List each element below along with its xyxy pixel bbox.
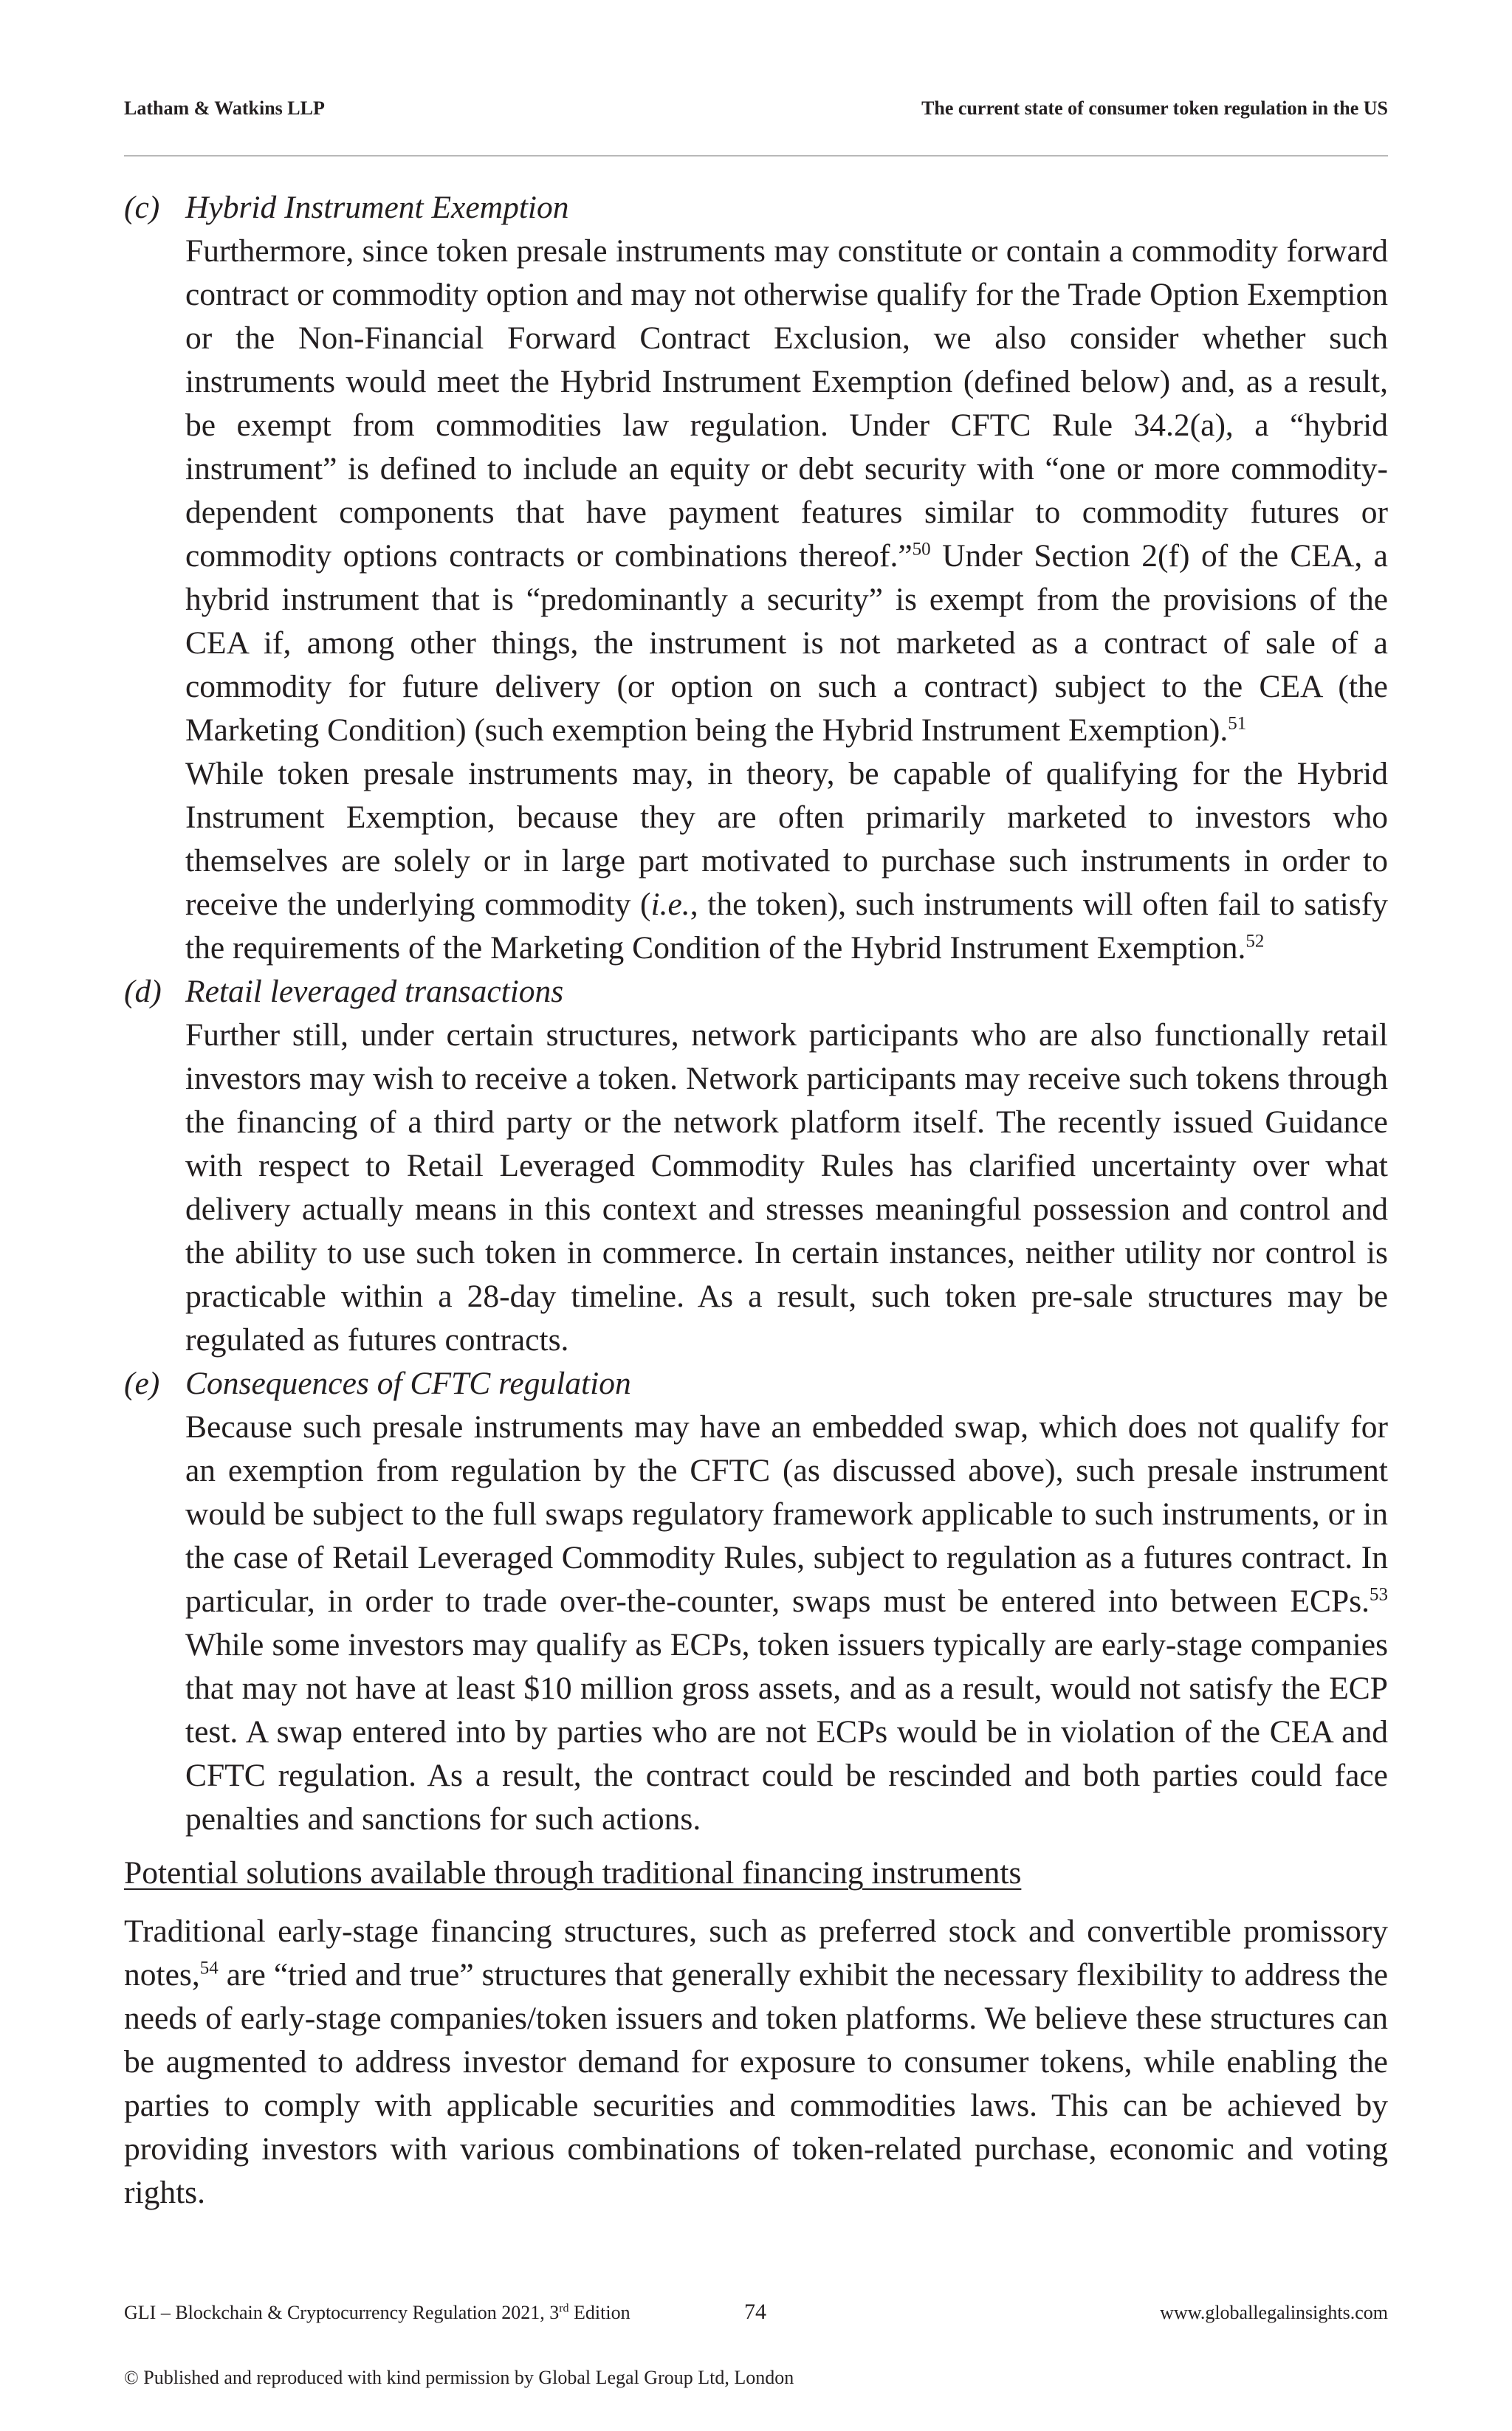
paragraph-text: Under Section 2(f) of the CEA, a hybrid instrument that is “predominantly a security” is exempt from the provisions of the CEA if, among other things, the instrument is not marketed as a contract of sale of a commodity for future delivery (or option on such a contract) subject to the CEA (the Marketing Condition) (such exemption being the Hybrid Instrument Exemption). <box>185 538 1388 748</box>
section-d <box>124 970 1388 1362</box>
footnote-ref-53[interactable]: 53 <box>1370 1584 1388 1605</box>
footer-edition-text: Edition <box>568 2302 630 2323</box>
copyright-notice: © Published and reproduced with kind permission by Global Legal Group Ltd, London <box>124 2367 794 2388</box>
section-c-paragraph-1 <box>185 230 1388 752</box>
body-text <box>124 186 1388 2215</box>
section-d-title: Retail leveraged transactions <box>185 974 564 1009</box>
paragraph-text: Furthermore, since token presale instruments may constitute or contain a commodity forward contract or commodity option and may not otherwise qualify for the Trade Option Exemption or the Non-Financial Forward Contract Exclusion, we also consider whether such instruments would meet the Hybrid Instrument Exemption (defined below) and, as a result, be exempt from commodities law regulation. Under CFTC Rule 34.2(a), a “hybrid instrument” is defined to include an equity or debt security with “one or more commodity-dependent components that have payment features similar to commodity futures or commodity options contracts or combinations thereof.” <box>185 233 1388 574</box>
page-header <box>124 97 1388 127</box>
footer-publication <box>124 2302 630 2324</box>
header-divider <box>124 155 1388 157</box>
footnote-ref-50[interactable]: 50 <box>912 539 931 560</box>
paragraph-text: While token presale instruments may, in theory, be capable of qualifying for the Hybrid Instrument Exemption, because they are often primarily marketed to investors who themselves are solely or in large part motivated to purchase such instruments in order to receive the underlying commodity ( <box>185 756 1388 922</box>
page-footer <box>124 2302 1388 2331</box>
section-c-label: (c) <box>124 190 160 225</box>
footer-website-link[interactable]: www.globallegalinsights.com <box>1160 2302 1388 2323</box>
footnote-ref-51[interactable]: 51 <box>1228 713 1247 734</box>
paragraph-text: Because such presale instruments may have an embedded swap, which does not qualify for an exemption from regulation by the CFTC (as discussed above), such presale instrument would be subject to the full swaps regulatory framework applicable to such instruments, or in the case of Retail Leveraged Commodity Rules, subject to regulation as a futures contract. In particular, in order to trade over-the-counter, swaps must be entered into between ECPs. <box>185 1409 1388 1619</box>
section-c-paragraph-2 <box>185 752 1388 970</box>
section-d-label: (d) <box>124 974 162 1009</box>
header-chapter-title: The current state of consumer token regulation in the US <box>921 97 1388 119</box>
section-e <box>124 1362 1388 1841</box>
section-e-label: (e) <box>124 1366 160 1401</box>
paragraph-text: While some investors may qualify as ECPs, token issuers typically are early-stage companies that may not have at least $10 million gross assets, and as a result, would not satisfy the ECP test. A swap entered into by parties who are not ECPs would be in violation of the CEA and CFTC regulation. As a result, the contract could be rescinded and both parties could face penalties and sanctions for such actions. <box>185 1627 1388 1837</box>
subheading: Potential solutions available through traditional financing instruments <box>124 1855 1022 1891</box>
paragraph-text: are “tried and true” structures that generally exhibit the necessary flexibility to address the needs of early-stage companies/token issuers and token platforms. We believe these structures can be augmented to address investor demand for exposure to consumer tokens, while enabling the parties to comply with applicable securities and commodities laws. This can be achieved by providing investors with various combinations of token-related purchase, economic and voting rights. <box>124 1957 1388 2210</box>
paragraph-text: Traditional early-stage financing structures, such as preferred stock and convertible promissory notes, <box>124 1913 1388 1992</box>
footnote-ref-54[interactable]: 54 <box>199 1958 219 1978</box>
section-e-paragraph-1 <box>185 1406 1388 1841</box>
footnote-ref-52[interactable]: 52 <box>1245 931 1265 952</box>
section-c-title: Hybrid Instrument Exemption <box>185 190 569 225</box>
page-number: 74 <box>744 2300 766 2324</box>
footer-edition-sup: rd <box>559 2302 569 2315</box>
lead-paragraph <box>124 1910 1388 2215</box>
header-firm-name: Latham & Watkins LLP <box>124 97 325 119</box>
section-d-paragraph-1: Further still, under certain structures, network participants who are also functionally retail investors may wish to receive a token. Network participants may receive such tokens through the financing of a third party or the network platform itself. The recently issued Guidance with respect to Retail Leveraged Commodity Rules has clarified uncertainty over what delivery actually means in this context and stresses meaningful possession and control and the ability to use such token in commerce. In certain instances, neither utility nor control is practicable within a 28-day timeline. As a result, such token pre-sale structures may be regulated as futures contracts. <box>185 1017 1388 1358</box>
paragraph-text: , the token), such instruments will often fail to satisfy the requirements of the Marketing Condition of the Hybrid Instrument Exemption. <box>185 887 1388 966</box>
footer-publication-text: GLI – Blockchain & Cryptocurrency Regulation 2021, 3 <box>124 2302 560 2323</box>
section-c <box>124 186 1388 970</box>
section-e-title: Consequences of CFTC regulation <box>185 1366 631 1401</box>
emphasis-text: i.e. <box>650 887 690 922</box>
